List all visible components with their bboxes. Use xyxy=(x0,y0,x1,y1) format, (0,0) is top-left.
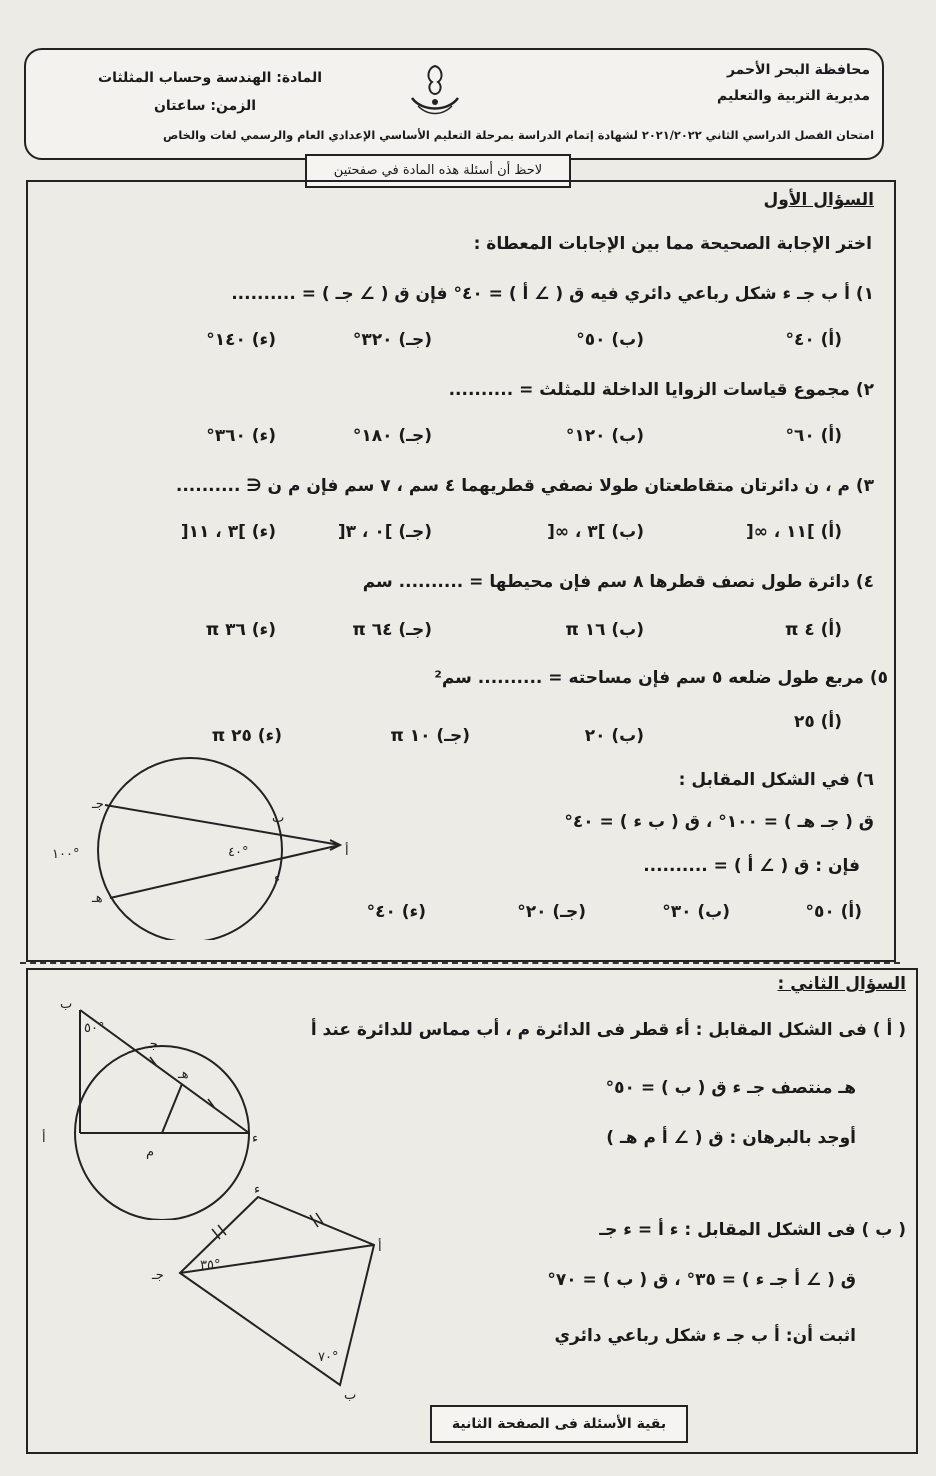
q1-item2-opt-a: (أ) ٦٠° xyxy=(785,426,842,446)
fig2a-label-c: جـ xyxy=(146,1037,158,1052)
q1-item2-text: ٢) مجموع قياسات الزوايا الداخلة للمثلث = .......... xyxy=(448,380,874,400)
q1-item6-opt-d: (ء) ٤٠° xyxy=(366,902,426,922)
q1-item4-opt-c: (جـ) ٦٤ π xyxy=(352,620,432,640)
q1-item3-opt-a: (أ) ]١١ ، ∞[ xyxy=(745,522,842,542)
q2a-line3: أوجد بالبرهان : ق ( ∠ أ م هـ ) xyxy=(606,1128,856,1148)
secant-lower xyxy=(110,845,340,898)
q1-item1-opt-b: (ب) ٥٠° xyxy=(576,330,644,350)
q1-item6-figure xyxy=(40,750,370,940)
q1-instruction: اختر الإجابة الصحيحة مما بين الإجابات المعطاة : xyxy=(473,234,872,254)
q1-item6-text: ٦) في الشكل المقابل : xyxy=(678,770,874,790)
fig6-arc-small: ٤٠° xyxy=(228,845,249,860)
q1-item6-ask: فإن : ق ( ∠ أ ) = .......... xyxy=(643,856,860,876)
q1-item1-opt-a: (أ) ٤٠° xyxy=(785,330,842,350)
q2a-line1: ( أ ) فى الشكل المقابل : أء قطر فى الدائرة م ، أب مماس للدائرة عند أ xyxy=(310,1020,906,1040)
fig2b-angle-b: ٧٠° xyxy=(318,1350,339,1365)
q2b-line3: اثبت أن: أ ب جـ ء شكل رباعي دائري xyxy=(554,1326,856,1346)
directorate: مديرية التربية والتعليم xyxy=(717,88,870,104)
quadrilateral-abcd xyxy=(180,1197,374,1385)
q1-item4-opt-d: (ء) ٣٦ π xyxy=(205,620,276,640)
subject: المادة: الهندسة وحساب المثلثات xyxy=(98,70,322,86)
q1-item6-opt-c: (جـ) ٢٠° xyxy=(517,902,586,922)
q1-item5-opt-a: (أ) ٢٥ xyxy=(793,712,842,732)
fig2a-label-h: هـ xyxy=(178,1067,189,1082)
q1-item2-opt-d: (ء) ٣٦٠° xyxy=(206,426,276,446)
q1-item3-opt-d: (ء) ]٣ ، ١١[ xyxy=(180,522,276,542)
q2-title: السؤال الثاني : xyxy=(777,974,906,994)
fig6-arc-big: ١٠٠° xyxy=(52,847,80,862)
q1-item5-opt-c: (جـ) ١٠ π xyxy=(390,726,470,746)
q1-item4-text: ٤) دائرة طول نصف قطرها ٨ سم فإن محيطها = .......... سم xyxy=(362,572,874,592)
q1-item5-opt-b: (ب) ٢٠ xyxy=(584,726,644,746)
fig6-label-b: ب xyxy=(272,811,285,826)
fig6-label-a: أ xyxy=(345,844,349,859)
q1-item4-opt-a: (أ) ٤ π xyxy=(784,620,842,640)
fig2b-label-b: ب xyxy=(344,1388,357,1403)
exam-line: امتحان الفصل الدراسي الثاني ٢٠٢١/٢٠٢٢ لشهادة إتمام الدراسة بمرحلة التعليم الأساسي الإعدادي العام والرسمي لغات والخاص xyxy=(163,128,874,142)
fig6-label-d: ء xyxy=(274,871,281,886)
ministry-logo-icon xyxy=(400,60,470,120)
q1-item6-given: ق ( جـ هـ ) = ١٠٠° ، ق ( ب ء ) = ٤٠° xyxy=(564,812,874,832)
time: الزمن: ساعتان xyxy=(153,98,256,114)
q1-item1-opt-d: (ء) ١٤٠° xyxy=(206,330,276,350)
fig2a-label-m: م xyxy=(146,1145,155,1160)
fig2b-label-d: ء xyxy=(254,1185,261,1197)
fig2a-label-b: ب xyxy=(60,997,73,1012)
q1-item1-text: ١) أ ب جـ ء شكل رباعي دائري فيه ق ( ∠ أ ) = ٤٠° فإن ق ( ∠ جـ ) = .......... xyxy=(231,284,874,304)
fig2a-angle: ٥٠° xyxy=(84,1021,105,1036)
q1-item3-opt-b: (ب) ]٣ ، ∞[ xyxy=(547,522,644,542)
q1-title: السؤال الأول xyxy=(763,190,874,210)
q2b-line1: ( ب ) فى الشكل المقابل : ء أ = ء جـ xyxy=(599,1220,906,1240)
q2b-figure xyxy=(130,1185,400,1405)
fig2a-label-d: ء xyxy=(252,1131,259,1146)
q1-item6-opt-b: (ب) ٣٠° xyxy=(662,902,730,922)
fig2b-label-c: جـ xyxy=(152,1268,164,1283)
fig6-label-c: جـ xyxy=(92,797,104,812)
fig2a-label-a: أ xyxy=(42,1131,46,1146)
q1-item1-opt-c: (جـ) ٣٢٠° xyxy=(352,330,432,350)
q2a-line2: هـ منتصف جـ ء ق ( ب ) = ٥٠° xyxy=(605,1078,856,1098)
q1-item2-opt-b: (ب) ١٢٠° xyxy=(565,426,644,446)
footer-note: بقية الأسئلة فى الصفحة الثانية xyxy=(430,1405,688,1443)
q1-item3-opt-c: (جـ) ]٠ ، ٣[ xyxy=(337,522,432,542)
fig2b-label-a: أ xyxy=(378,1240,382,1255)
governorate: محافظة البحر الأحمر xyxy=(726,62,870,78)
q2b-line2: ق ( ∠ أ جـ ء ) = ٣٥° ، ق ( ب ) = ٧٠° xyxy=(547,1270,856,1290)
fig2b-angle-c: ٣٥° xyxy=(200,1258,221,1273)
q1-item2-opt-c: (جـ) ١٨٠° xyxy=(352,426,432,446)
circle-shape xyxy=(98,758,285,940)
note-box: لاحظ أن أسئلة هذه المادة في صفحتين xyxy=(305,154,571,188)
q1-item3-text: ٣) م ، ن دائرتان متقاطعتان طولا نصفي قطريهما ٤ سم ، ٧ سم فإن م ن ∈ .......... xyxy=(175,476,874,496)
q1-item6-opt-a: (أ) ٥٠° xyxy=(805,902,862,922)
fig6-label-e: هـ xyxy=(92,891,103,906)
q1-item4-opt-b: (ب) ١٦ π xyxy=(565,620,644,640)
secant-upper xyxy=(105,805,340,845)
segment-mh xyxy=(162,1084,182,1133)
q1-item5-text: ٥) مربع طول ضلعه ٥ سم فإن مساحته = .......... سم² xyxy=(434,668,888,688)
section-separator xyxy=(20,962,900,964)
q1-item5-opt-d: (ء) ٢٥ π xyxy=(211,726,282,746)
